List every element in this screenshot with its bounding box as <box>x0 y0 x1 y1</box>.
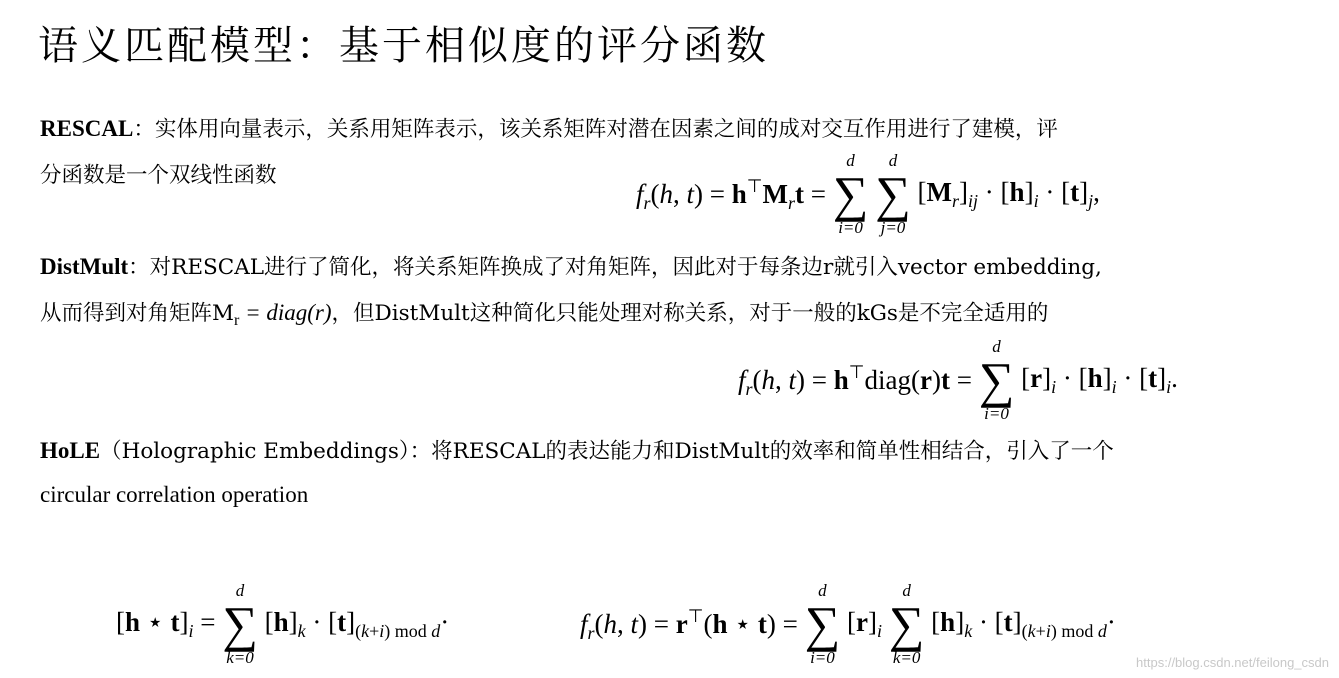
distmult-inline-formula: = diag(r) <box>239 300 332 325</box>
distmult-formula: $f_r(h$, t) = h⊤diag(r)t = d ∑ i=0 $[r]_i \cdot [h]_i \cdot [t]_i$. <box>738 337 1178 423</box>
distmult-text-1: ：对RESCAL进行了简化，将关系矩阵换成了对角矩阵，因此对于每条边r就引入vector embedding, <box>128 255 1102 280</box>
hole-paragraph-line1 <box>40 434 1114 465</box>
rescal-formula: $f_r(h$, $t) = h^⊤M_rt$ = d ∑ i=0 d ∑ j=0 $[M_r]_{ij} \cdot [h]_i \cdot [t]_j$, <box>636 151 1100 237</box>
distmult-text-2b: ，但DistMult这种简化只能处理对称关系，对于一般的kGs是不完全适用的 <box>331 301 1049 326</box>
rescal-text-2: 分函数是一个双线性函数 <box>40 163 277 188</box>
rescal-text-1: ：实体用向量表示，关系用矩阵表示，该关系矩阵对潜在因素之间的成对交互作用进行了建模，评 <box>133 117 1058 142</box>
hole-text-1: （Holographic Embeddings）：将RESCAL的表达能力和DistMult的效率和简单性相结合，引入了一个 <box>100 439 1114 464</box>
rescal-paragraph-line1 <box>40 112 1058 143</box>
hole-correlation-formula: [h ⋆ $t]_i$ = d ∑ k=0 $[h]_k \cdot [t]_{(k+i) mod d}\cdot$ <box>116 581 450 667</box>
hole-score-formula: $f_r(h$, t) = r⊤(h ⋆ t) = d ∑ i=0 $[r]_i$ d ∑ k=0 $[h]_k \cdot [t]_{(k+i) mod d}\cdot$ <box>580 581 1116 667</box>
page-title: 语义匹配模型：基于相似度的评分函数 <box>38 23 769 69</box>
rescal-label: RESCAL <box>40 116 134 141</box>
watermark-text: https://blog.csdn.net/feilong_csdn <box>1136 655 1329 670</box>
hole-label: HoLE <box>40 438 101 463</box>
distmult-label: DistMult <box>40 254 129 279</box>
hole-text-2: circular correlation operation <box>40 482 309 507</box>
distmult-text-2a: 从而得到对角矩阵M <box>40 301 235 326</box>
distmult-paragraph-line1 <box>40 250 1102 281</box>
distmult-paragraph-line2: 从而得到对角矩阵$M_r$ = diag(r)，但DistMult这种简化只能处理对称关系，对于一般的kGs是不完全适用的 <box>40 300 1049 329</box>
